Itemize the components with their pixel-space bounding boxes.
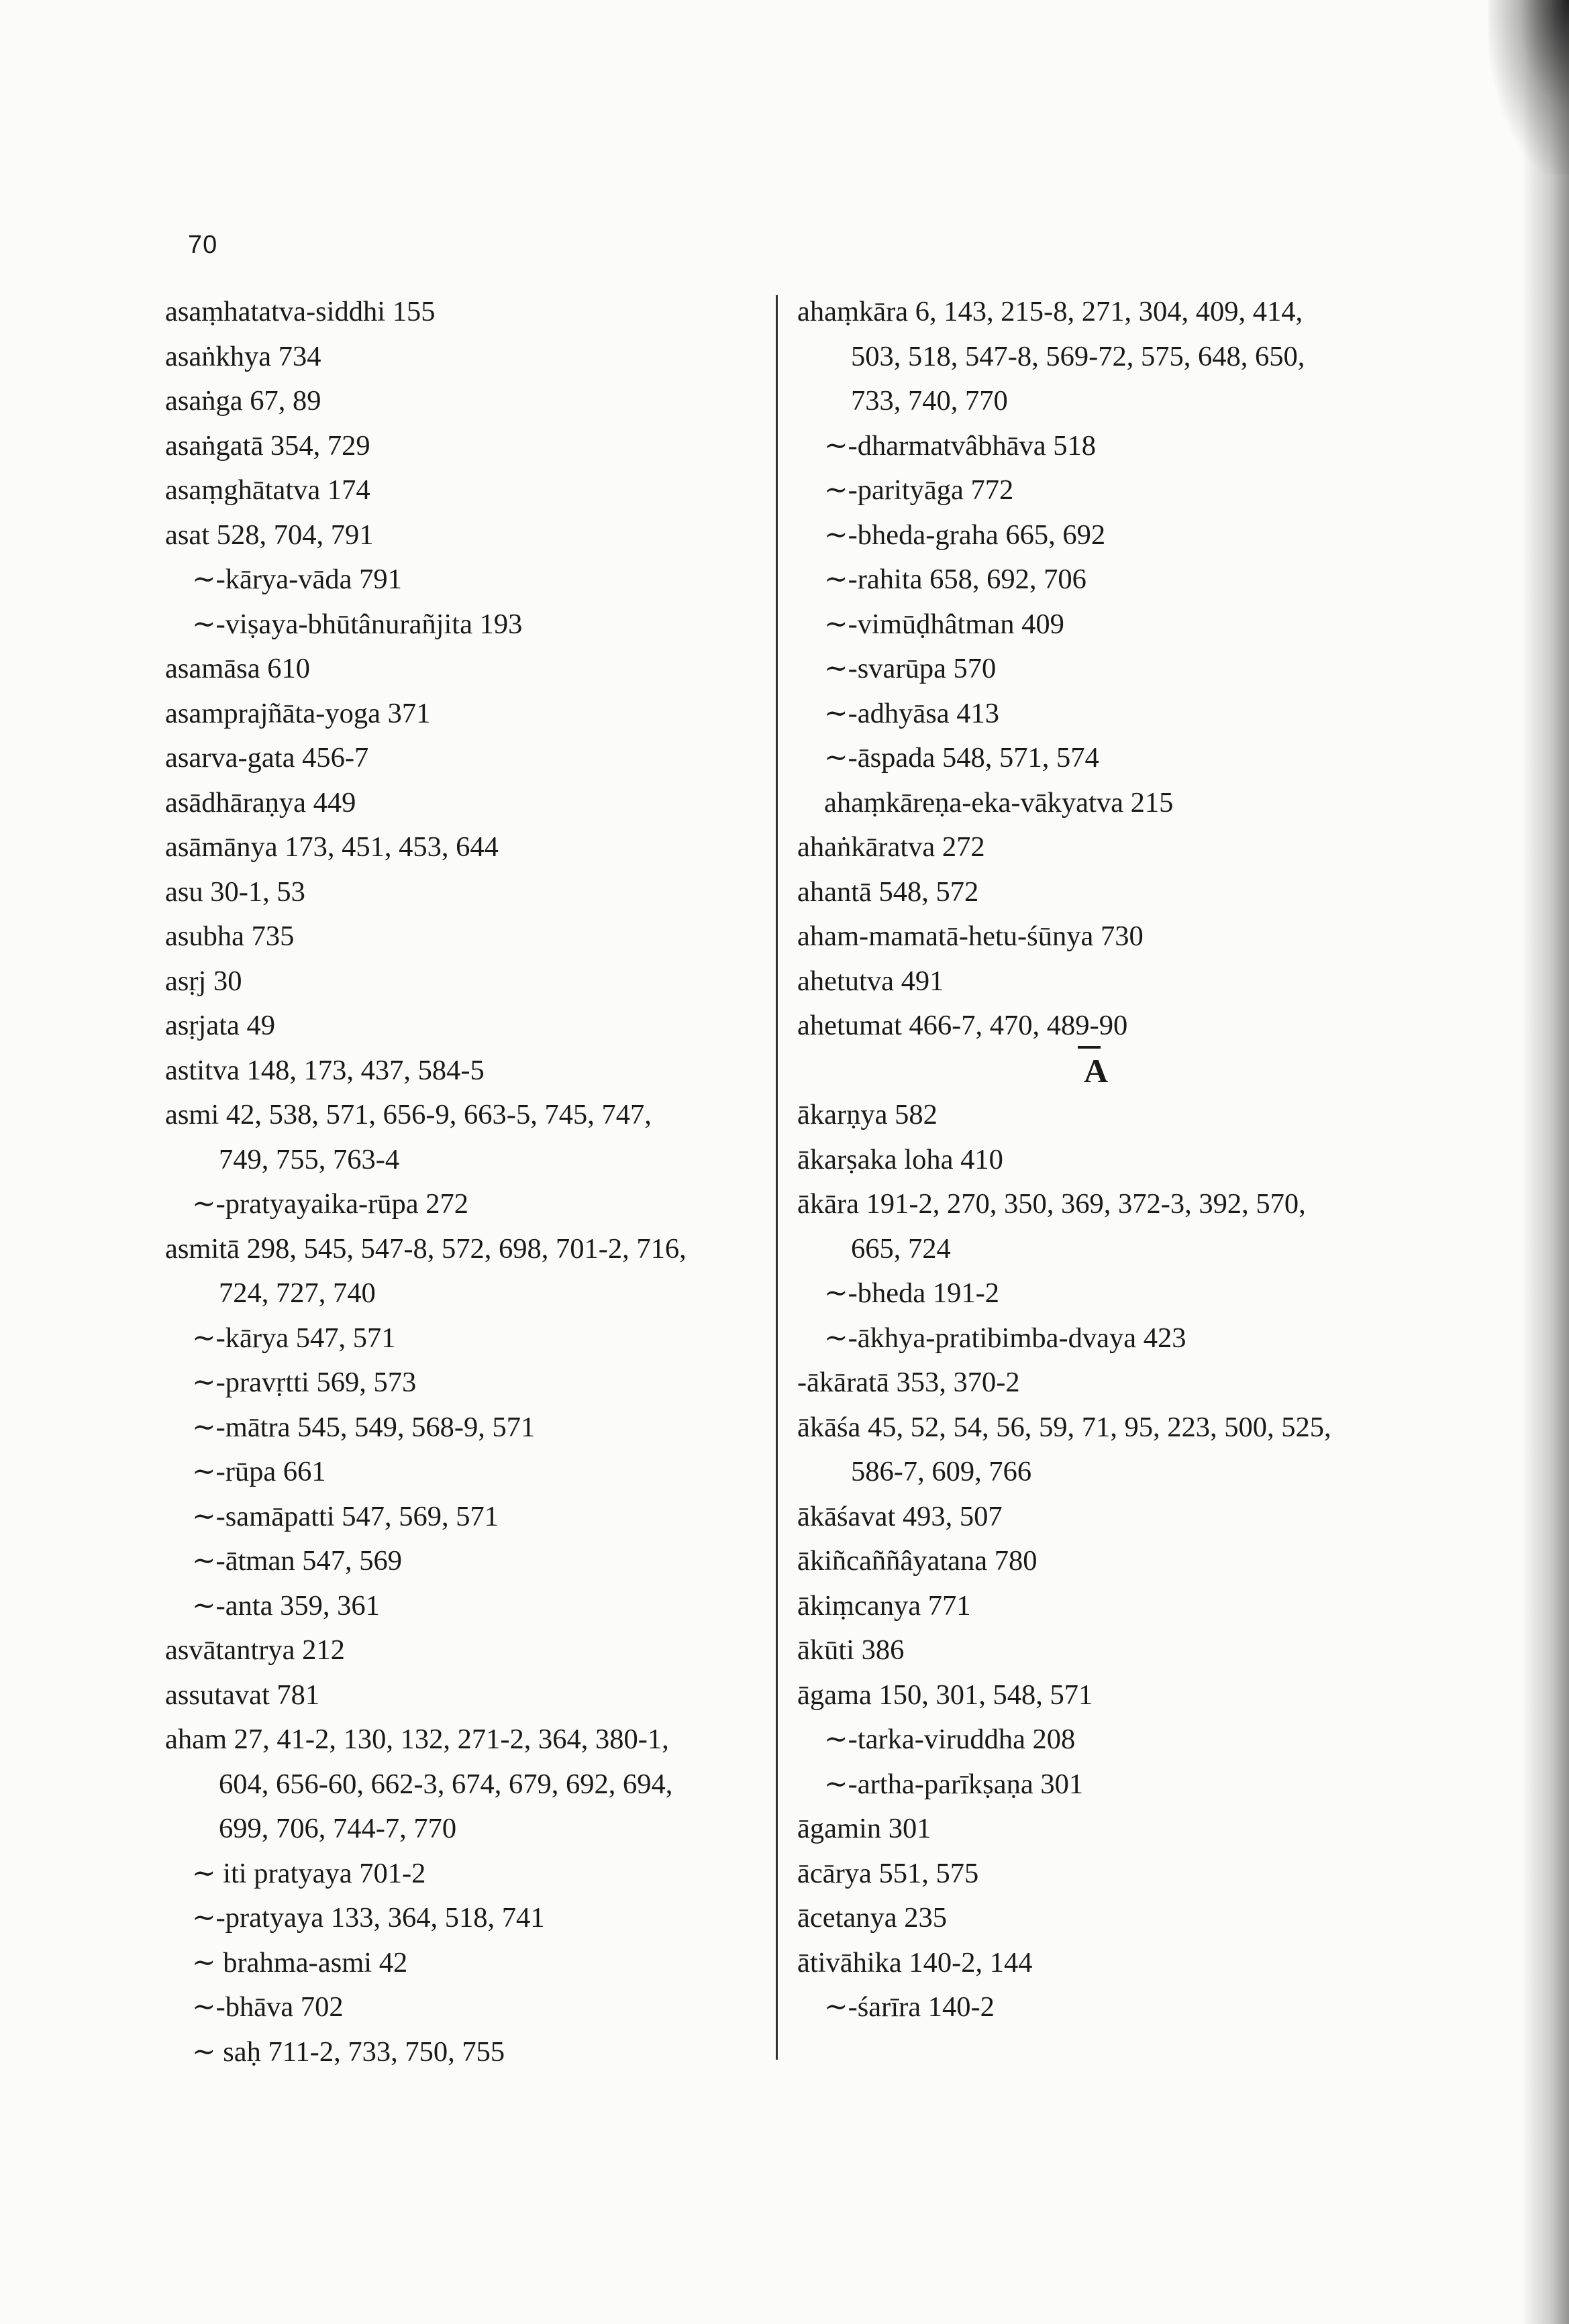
index-entry: āgamin 301: [797, 1813, 931, 1844]
page-edge-shadow: [1522, 0, 1569, 2324]
index-subentry: ∼-ākhya-pratibimba-dvaya 423: [824, 1322, 1186, 1354]
index-entry: aham-mamatā-hetu-śūnya 730: [797, 920, 1144, 952]
index-entry: āgama 150, 301, 548, 571: [797, 1679, 1093, 1711]
index-entry: ātivāhika 140-2, 144: [797, 1946, 1033, 1978]
index-subentry: ∼-pratyaya 133, 364, 518, 741: [192, 1902, 545, 1934]
index-subentry: ∼ iti pratyaya 701-2: [192, 1857, 426, 1889]
index-entry: asamāsa 610: [165, 653, 310, 684]
index-subentry: ∼-svarūpa 570: [824, 653, 997, 684]
index-subentry: ∼-viṣaya-bhūtânurañjita 193: [192, 608, 523, 640]
index-entry-continuation: 604, 656-60, 662-3, 674, 679, 692, 694,: [219, 1768, 673, 1800]
index-entry: assutavat 781: [165, 1679, 320, 1711]
index-entry-continuation: 724, 727, 740: [219, 1277, 376, 1309]
index-entry: asamprajñāta-yoga 371: [165, 697, 431, 729]
index-entry: asaṅkhya 734: [165, 340, 321, 372]
index-entry: asaṃghātatva 174: [165, 474, 370, 506]
macron-mark: [1078, 1046, 1101, 1049]
index-entry: asarva-gata 456-7: [165, 742, 369, 774]
index-subentry: ∼-āspada 548, 571, 574: [824, 742, 1099, 774]
index-subentry: ∼-bheda 191-2: [824, 1277, 1000, 1309]
index-entry: ākāra 191-2, 270, 350, 369, 372-3, 392, 570,: [797, 1188, 1306, 1220]
index-subentry: ∼-parityāga 772: [824, 474, 1014, 506]
section-heading: [797, 1049, 1395, 1093]
index-entry-continuation: 586-7, 609, 766: [851, 1456, 1032, 1487]
index-subentry: ∼ brahma-asmi 42: [192, 1946, 408, 1978]
page-number: 70: [188, 231, 218, 259]
index-entry-continuation: 503, 518, 547-8, 569-72, 575, 648, 650,: [851, 340, 1305, 372]
index-entry-continuation: 749, 755, 763-4: [219, 1143, 400, 1175]
index-entry: ākāśa 45, 52, 54, 56, 59, 71, 95, 223, 500, 525,: [797, 1411, 1331, 1443]
index-entry: ahetumat 466-7, 470, 489-90: [797, 1010, 1128, 1041]
index-subentry: ∼-tarka-viruddha 208: [824, 1724, 1076, 1755]
index-subentry: ∼ saḥ 711-2, 733, 750, 755: [192, 2036, 505, 2068]
section-letter: A: [1083, 1051, 1109, 1090]
index-entry: asmi 42, 538, 571, 656-9, 663-5, 745, 747,: [165, 1099, 652, 1130]
column-divider: [776, 295, 778, 2060]
index-subentry: ∼-bheda-graha 665, 692: [824, 519, 1106, 551]
index-subentry: ∼-kārya-vāda 791: [192, 564, 402, 595]
index-entry: asaṃhatatva-siddhi 155: [165, 296, 436, 327]
index-entry: ākiṃcanya 771: [797, 1589, 971, 1622]
index-entry: asaṅgatā 354, 729: [165, 429, 370, 462]
index-entry: asāmānya 173, 451, 453, 644: [165, 831, 499, 863]
index-entry: asādhāraṇya 449: [165, 786, 356, 818]
index-entry: asṛj 30: [165, 965, 242, 997]
index-entry: ākiñcaññâyatana 780: [797, 1545, 1037, 1577]
index-subentry: ∼-samāpatti 547, 569, 571: [192, 1500, 499, 1532]
index-entry: astitva 148, 173, 437, 584-5: [165, 1054, 485, 1086]
index-entry: asubha 735: [165, 920, 295, 952]
index-subentry: ahaṃkāreṇa-eka-vākyatva 215: [824, 786, 1174, 818]
index-entry: ācārya 551, 575: [797, 1857, 979, 1889]
index-entry: ākarṣaka loha 410: [797, 1143, 1003, 1175]
index-subentry: ∼-adhyāsa 413: [824, 697, 1000, 729]
index-entry: ākarṇya 582: [797, 1099, 938, 1130]
index-entry: asvātantrya 212: [165, 1634, 345, 1666]
page-corner-shadow: [1488, 0, 1569, 174]
index-subentry: ∼-artha-parīkṣaṇa 301: [824, 1768, 1084, 1800]
index-subentry: ∼-anta 359, 361: [192, 1589, 380, 1622]
index-subentry: ∼-ātman 547, 569: [192, 1545, 402, 1577]
index-subentry: ∼-mātra 545, 549, 568-9, 571: [192, 1411, 536, 1443]
index-entry: asṛjata 49: [165, 1010, 276, 1041]
index-subentry: ∼-rahita 658, 692, 706: [824, 564, 1086, 595]
index-entry: ahaṃkāra 6, 143, 215-8, 271, 304, 409, 414,: [797, 296, 1303, 327]
index-entry: ahaṅkāratva 272: [797, 831, 985, 863]
index-entry: asu 30-1, 53: [165, 876, 305, 908]
index-entry: ākūti 386: [797, 1634, 905, 1666]
index-subentry: ∼-rūpa 661: [192, 1456, 326, 1487]
index-entry: ahetutva 491: [797, 965, 944, 997]
index-subentry: ∼-vimūḍhâtman 409: [824, 608, 1064, 640]
index-entry: asat 528, 704, 791: [165, 519, 374, 551]
index-subentry: ∼-dharmatvâbhāva 518: [824, 429, 1096, 462]
index-entry: ākāśavat 493, 507: [797, 1500, 1003, 1532]
index-subentry: ∼-kārya 547, 571: [192, 1322, 396, 1354]
index-entry-continuation: 733, 740, 770: [851, 385, 1008, 417]
index-entry: ācetanya 235: [797, 1902, 948, 1934]
index-entry: asmitā 298, 545, 547-8, 572, 698, 701-2, 716,: [165, 1232, 687, 1265]
index-entry-continuation: 699, 706, 744-7, 770: [219, 1813, 457, 1844]
index-entry-continuation: 665, 724: [851, 1232, 951, 1265]
index-entry: aham 27, 41-2, 130, 132, 271-2, 364, 380-1,: [165, 1724, 669, 1755]
index-entry: ahantā 548, 572: [797, 876, 979, 908]
index-subentry: ∼-bhāva 702: [192, 1991, 344, 2023]
index-subentry: ∼-pravṛtti 569, 573: [192, 1367, 417, 1398]
index-entry: asaṅga 67, 89: [165, 385, 321, 417]
index-subentry: ∼-śarīra 140-2: [824, 1991, 995, 2023]
index-entry: -ākāratā 353, 370-2: [797, 1367, 1020, 1398]
index-subentry: ∼-pratyayaika-rūpa 272: [192, 1188, 469, 1220]
